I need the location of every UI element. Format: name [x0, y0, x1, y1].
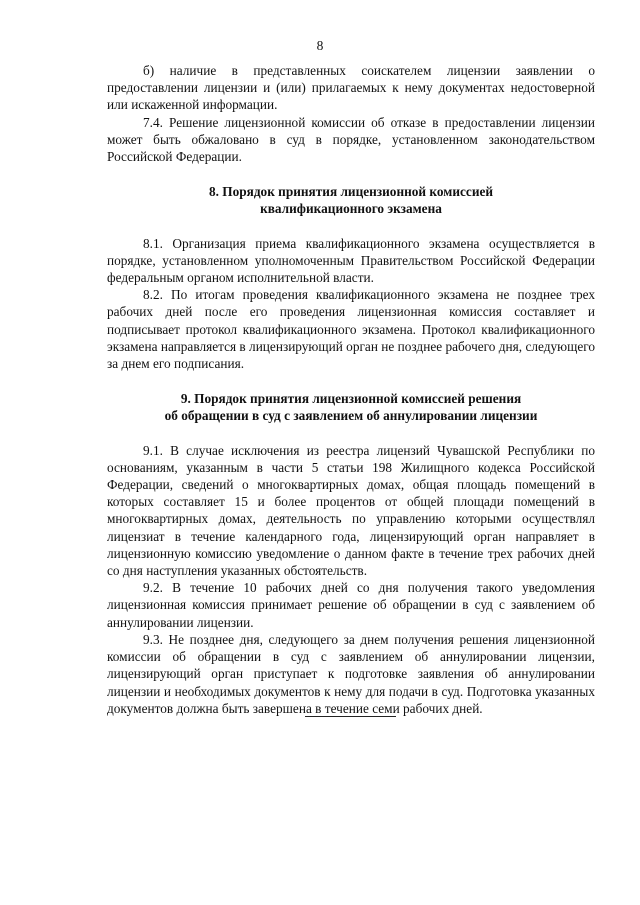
section-8-heading-line-1: 8. Порядок принятия лицензионной комиссией — [208, 184, 494, 200]
paragraph-9-3: 9.3. Не позднее дня, следующего за днем получения решения лицензионной комиссии об обращении в суд с заявлением об аннулировании лицензии, лицензирующий орган приступает к подготовке заявления об аннулировании лицензии и необходимых документов к нему для подачи в суд. Подготовка указанных документов должна быть завершена в течение семи рабочих дней. — [107, 631, 595, 716]
paragraph-8-1: 8.1. Организация приема квалификационного экзамена осуществляется в порядке, установленном уполномоченным Правительством Российской Федерации федеральным органом исполнительной власти. — [107, 235, 595, 286]
page-number: 8 — [316, 38, 324, 53]
spacer — [107, 372, 595, 390]
spacer — [107, 218, 595, 235]
paragraph-9-1: 9.1. В случае исключения из реестра лицензий Чувашской Республики по основаниям, указанным в части 5 статьи 198 Жилищного кодекса Российской Федерации, сведений о многоквартирных домах, общая площадь помещений в которых составляет 15 и более процентов от общей площади помещений в многоквартирных домах, деятельность по управлению которыми осуществлял лицензиат в течение календарного года, лицензирующий орган направляет в лицензионную комиссию уведомление о данном факте в течение трех рабочих дней со дня наступления указанных обстоятельств. — [107, 442, 595, 579]
paragraph-7-4: 7.4. Решение лицензионной комиссии об отказе в предоставлении лицензии может быть обжаловано в суд в порядке, установленном законодательством Российской Федерации. — [107, 114, 595, 165]
spacer — [107, 425, 595, 442]
end-of-document-rule — [305, 716, 396, 717]
document-body — [107, 62, 595, 717]
paragraph-7-3-b: б) наличие в представленных соискателем лицензии заявлении о предоставлении лицензии и (или) прилагаемых к нему документах недостоверной или искаженной информации. — [107, 63, 595, 113]
paragraph-8-2: 8.2. По итогам проведения квалификационного экзамена не позднее трех рабочих дней после его проведения лицензионная комиссия составляет и подписывает протокол квалификационного экзамена. Протокол квалификационного экзамена направляется в лицензирующий орган не позднее рабочего дня, следующего за днем его подписания. — [107, 287, 595, 372]
section-9-heading-line-2: об обращении в суд с заявлением об аннулировании лицензии — [164, 408, 538, 424]
section-8-heading-line-2: квалификационного экзамена — [260, 201, 442, 217]
paragraph-9-2: 9.2. В течение 10 рабочих дней со дня получения такого уведомления лицензионная комиссия принимает решение об обращении в суд с заявлением об аннулировании лицензии. — [107, 580, 595, 630]
section-9-heading-line-1: 9. Порядок принятия лицензионной комиссией решения — [180, 391, 522, 407]
spacer — [107, 165, 595, 183]
